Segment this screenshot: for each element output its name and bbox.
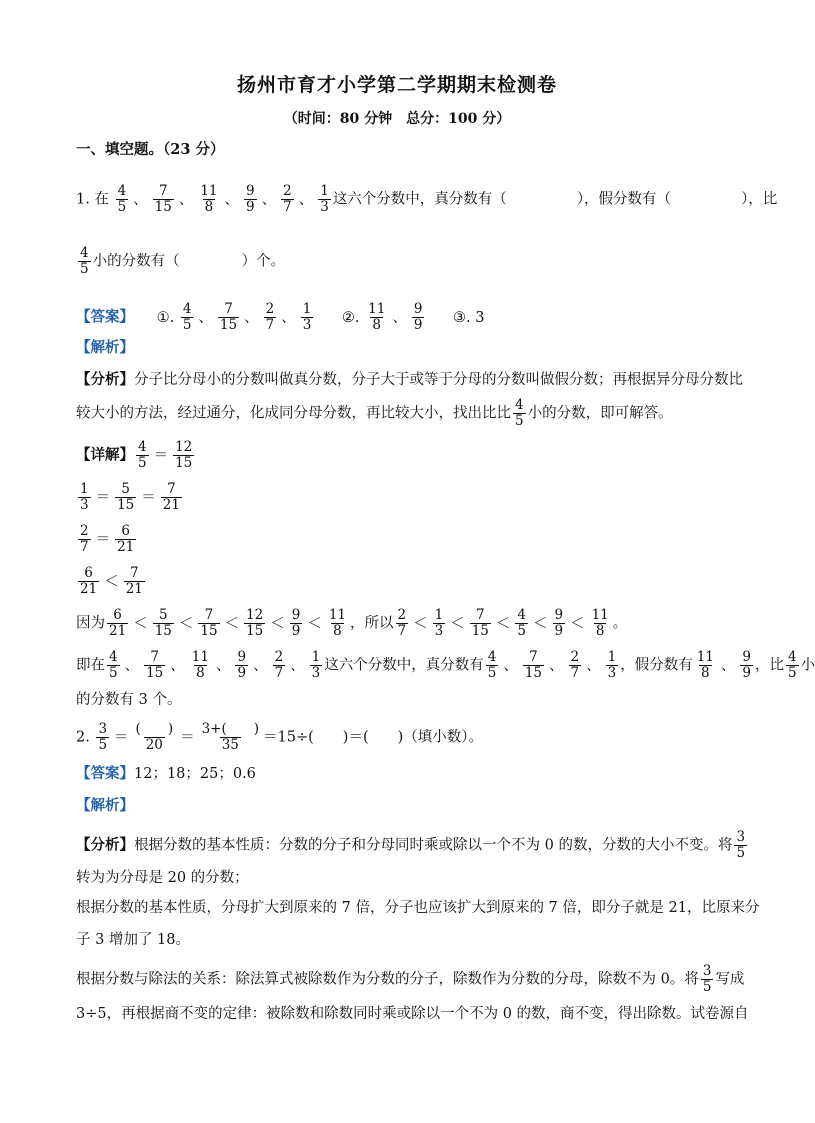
analysis-text: 小的分数，即可解答。 [527, 405, 673, 422]
fraction: $\frac{7}{15}$ [524, 649, 543, 681]
analysis-sub-label: 【分析】 [76, 836, 134, 854]
fraction: $\frac{9}{9}$ [413, 301, 423, 333]
operator: ＜ [450, 615, 465, 632]
inline-fraction: $\frac{3}{5}$ [702, 963, 712, 995]
fraction: $\frac{11}{8}$ [191, 649, 209, 681]
fraction: $\frac{9}{9}$ [742, 649, 751, 681]
operator: ＝ [95, 531, 111, 548]
fraction: $\frac{11}{8}$ [200, 183, 218, 215]
answer-fractions [179, 301, 315, 333]
operator: ＜ [533, 615, 548, 632]
summary-text: ，假分数有 [620, 657, 693, 674]
operator: 、 [720, 657, 736, 674]
chain-text: 。 [612, 615, 628, 632]
fraction: $\frac{1}{3}$ [434, 607, 444, 639]
operator: ＜ [495, 615, 511, 632]
operator: ＝ [141, 489, 156, 506]
operator: 、 [215, 657, 231, 674]
summary-fractions [693, 649, 755, 681]
question-number: 1. 在 [76, 191, 109, 208]
operator: 、 [298, 191, 314, 208]
comparison-chain [76, 608, 627, 639]
fraction: $\frac{2}{7}$ [283, 183, 292, 215]
operator: ＝ [95, 489, 111, 506]
fraction: $\frac{2}{7}$ [397, 607, 407, 639]
fraction: $\frac{2}{7}$ [80, 523, 89, 555]
page-title: 扬州市育才小学第二学期期末检测卷 [236, 74, 557, 96]
fraction: $\frac{2}{7}$ [265, 301, 275, 333]
summary-text: 小 [800, 657, 815, 674]
analysis-line-4: 子 3 增加了 18。 [76, 932, 191, 948]
fraction: $\frac{7}{15}$ [471, 607, 489, 639]
question-text: ），比 [741, 191, 778, 208]
analysis-line-2 [76, 398, 673, 429]
fraction: $\frac{1}{3}$ [607, 649, 617, 681]
summary-text: 这六个分数中，真分数有 [324, 657, 484, 674]
question-text: ＝15÷( )＝( )（填小数）。 [263, 729, 484, 746]
fraction: $\frac{6}{21}$ [80, 565, 98, 597]
analysis-line-2: 转为为分母是 20 的分数； [76, 870, 249, 886]
fraction: $\frac{1}{3}$ [320, 183, 329, 215]
fraction: $\frac{7}{15}$ [154, 183, 172, 215]
inline-fraction: $\frac{4}{5}$ [515, 397, 524, 429]
analysis-line-3: 根据分数的基本性质，分母扩大到原来的 7 倍，分子也应该扩大到原来的 7 倍，即分子就是 21，比原来分 [76, 900, 760, 916]
operator: ＜ [224, 615, 240, 632]
chain-fractions [105, 607, 350, 639]
operator: ＜ [270, 615, 285, 632]
question-fraction: $\frac{( )}{20}$ [135, 721, 174, 753]
answer-line [76, 764, 256, 784]
analysis-sub-label: 【分析】 [76, 371, 134, 388]
detail-label: 【详解】 [76, 446, 134, 464]
inline-fraction: $\frac{4}{5}$ [788, 649, 797, 681]
summary-fractions [105, 649, 324, 681]
reference-fraction: $\frac{4}{5}$ [80, 245, 89, 277]
equation [76, 482, 184, 513]
inline-fraction: $\frac{3}{5}$ [736, 829, 746, 861]
analysis-label: 【解析】 [76, 339, 134, 356]
question-1-line-1 [76, 184, 777, 215]
operator: ＜ [307, 615, 322, 632]
fraction: $\frac{1}{3}$ [80, 481, 89, 513]
fraction: $\frac{5}{15}$ [117, 481, 135, 513]
question-fraction-list [114, 183, 333, 215]
operator: 、 [290, 657, 305, 674]
question-text: 这六个分数中，真分数有（ [332, 191, 507, 208]
operator: ＜ [104, 573, 119, 590]
question-text: ）个。 [241, 253, 286, 270]
inequality [76, 566, 147, 597]
question-fraction: $\frac{3}{5}$ [98, 721, 108, 753]
fraction: $\frac{4}{5}$ [487, 649, 497, 681]
detail-line-1 [76, 440, 196, 471]
fraction: $\frac{2}{7}$ [274, 649, 284, 681]
operator: 、 [253, 657, 268, 674]
chain-text: 因为 [76, 615, 105, 632]
fraction: $\frac{11}{8}$ [696, 649, 714, 681]
fraction: $\frac{7}{15}$ [200, 607, 218, 639]
fraction: $\frac{9}{9}$ [291, 607, 301, 639]
fraction: $\frac{9}{9}$ [554, 607, 564, 639]
answer-marker: ①. [156, 309, 175, 326]
fraction: $\frac{5}{15}$ [154, 607, 172, 639]
operator: 、 [198, 309, 213, 326]
question-text: 小的分数有（ [92, 253, 180, 270]
operator: 、 [281, 309, 296, 326]
fraction: $\frac{4}{5}$ [138, 439, 147, 471]
operator: ＜ [413, 615, 428, 632]
operator: 、 [549, 657, 564, 674]
summary-line-2: 的分数有 3 个。 [76, 692, 182, 708]
fraction: $\frac{11}{8}$ [591, 607, 609, 639]
question-number: 2. [76, 729, 90, 746]
answer-text: 12；18；25；0.6 [134, 766, 256, 782]
chain-text: ，所以 [350, 615, 394, 632]
operator: ＜ [133, 615, 148, 632]
fraction: $\frac{12}{15}$ [246, 607, 264, 639]
operator: ＜ [570, 615, 585, 632]
analysis-text: 根据分数与除法的关系：除法算式被除数作为分数的分子，除数作为分数的分母，除数不为 0。将 [76, 971, 699, 988]
chain-fractions [394, 607, 613, 639]
analysis-text: 分子比分母小的分数叫做真分数，分子大于或等于分母的分数叫做假分数；再根据异分母分数比 [134, 372, 743, 388]
equation [76, 524, 138, 555]
fraction: $\frac{1}{3}$ [302, 301, 312, 333]
operator: 、 [178, 191, 194, 208]
operator: 、 [244, 309, 259, 326]
operator: 、 [170, 657, 185, 674]
question-fraction: $\frac{3+( )}{35}$ [201, 721, 260, 753]
analysis-line-1 [76, 370, 743, 390]
fraction: $\frac{4}{5}$ [109, 649, 118, 681]
question-1-line-2 [76, 246, 285, 277]
answer-label: 【答案】 [76, 765, 134, 782]
fraction: $\frac{9}{9}$ [237, 649, 247, 681]
fraction: $\frac{4}{5}$ [517, 607, 526, 639]
answer-label: 【答案】 [76, 308, 134, 326]
fraction: $\frac{6}{21}$ [117, 523, 135, 555]
question-text: ），假分数有（ [576, 191, 672, 208]
fraction: $\frac{9}{9}$ [246, 183, 255, 215]
analysis-line-1 [76, 830, 749, 861]
fraction: $\frac{7}{21}$ [162, 481, 180, 513]
fraction: $\frac{12}{15}$ [175, 439, 193, 471]
fraction: $\frac{6}{21}$ [109, 607, 127, 639]
operator: ＝ [153, 447, 169, 464]
answer-marker: ③. 3 [453, 309, 485, 326]
answer-line [76, 302, 484, 333]
analysis-text: 写成 [715, 971, 745, 988]
fraction: $\frac{1}{3}$ [311, 649, 321, 681]
page-subtitle: （时间：80 分钟 总分：100 分） [283, 111, 511, 127]
summary-line [76, 650, 815, 681]
analysis-text: 根据分数的基本性质：分数的分子和分母同时乘或除以一个不为 0 的数，分数的大小不变。将 [134, 837, 733, 854]
operator: 、 [503, 657, 518, 674]
fraction: $\frac{7}{21}$ [125, 565, 143, 597]
fraction: $\frac{11}{8}$ [328, 607, 347, 639]
operator: 、 [586, 657, 601, 674]
operator: 、 [261, 191, 277, 208]
answer-fractions [364, 301, 426, 333]
fraction: $\frac{7}{15}$ [146, 649, 164, 681]
operator: 、 [224, 191, 240, 208]
analysis-line-6: 3÷5，再根据商不变的定律：被除数和除数同时乘或除以一个不为 0 的数，商不变，得出除数。试卷源自 [76, 1006, 749, 1022]
operator: ＜ [178, 615, 194, 632]
operator: 、 [124, 657, 140, 674]
summary-text: 即在 [76, 657, 105, 674]
analysis-line-5 [76, 964, 744, 995]
fraction: $\frac{11}{8}$ [368, 301, 386, 333]
equation [134, 439, 196, 471]
answer-marker: ②. [341, 309, 360, 326]
analysis-label: 【解析】 [76, 797, 134, 814]
fraction: $\frac{4}{5}$ [182, 301, 192, 333]
fraction: $\frac{4}{5}$ [117, 183, 127, 215]
analysis-text: 较大小的方法，经过通分，化成同分母分数，再比较大小，找出比比 [76, 405, 511, 422]
question-2: 2. $\frac{3}{5}$ ＝ $\frac{( )}{20}$ ＝ $\frac{3+( )}{35}$ ＝15÷( )＝( )（填小数）。 [76, 721, 484, 753]
operator: 、 [392, 309, 407, 326]
fraction: $\frac{7}{15}$ [219, 301, 238, 333]
operator: 、 [133, 191, 148, 208]
summary-fractions [484, 649, 620, 681]
section-heading: 一、填空题。（23 分） [76, 141, 225, 158]
summary-text: ，比 [755, 657, 784, 674]
fraction: $\frac{2}{7}$ [570, 649, 580, 681]
